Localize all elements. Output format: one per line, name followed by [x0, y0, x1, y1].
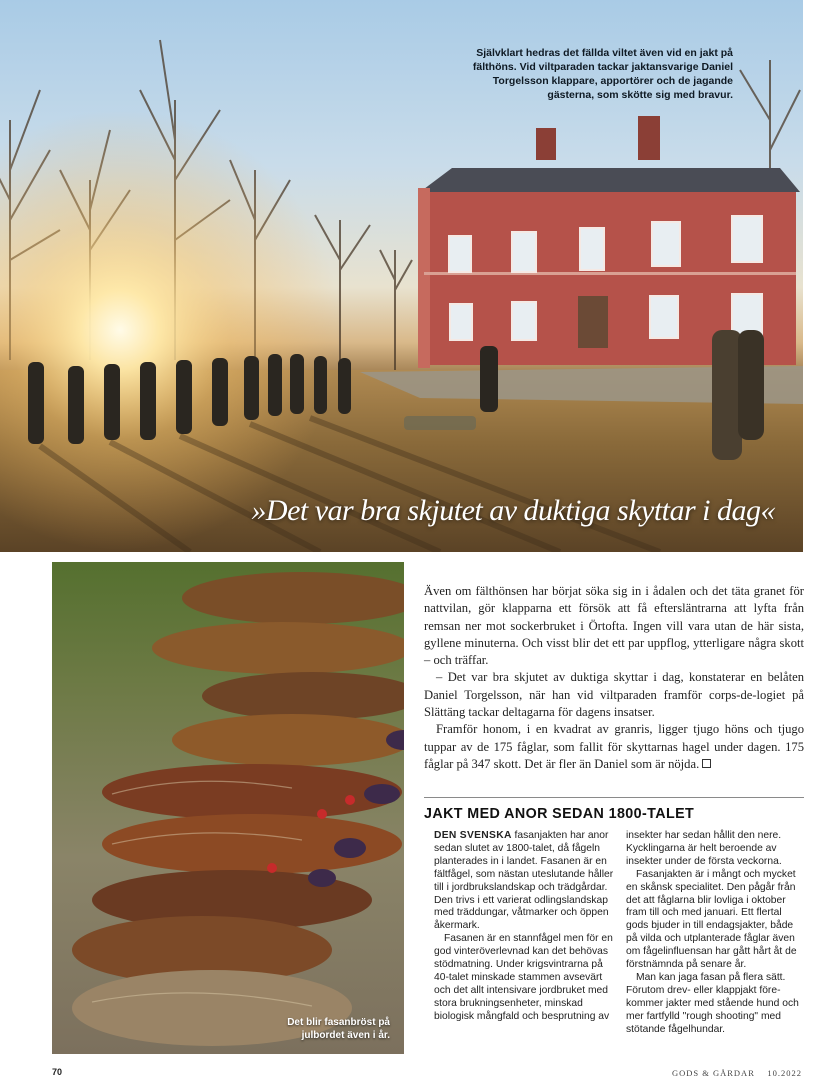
page-number: 70 [52, 1067, 63, 1077]
end-mark-icon [702, 759, 711, 768]
hero-photo [0, 0, 803, 552]
sidebar-paragraph: Fasanjakten är i mångt och mycket en skånsk specialitet. Den pågår från det att fåglarna blir lovliga i oktober fram till och med januari. Ett flertal gods bjuder in till endagsjakter, både på vilda och utplanterade fåglar även om fågelinfluensan har gått hårt åt de förstnämnda på senare år. [626, 868, 797, 971]
pheasant-photo [52, 562, 404, 1054]
sidebar-divider [424, 797, 804, 798]
sidebar-lead: DEN SVENSKA [434, 830, 512, 841]
sidebar-column-right [626, 830, 806, 1037]
sidebar-paragraph: insekter har sedan hållit den nere. Kycklingarna är helt beroende av insekter under de första veckorna. [626, 830, 782, 867]
pheasant-caption: Det blir fasanbröst på julbordet även i år. [287, 1017, 390, 1041]
article-paragraph: Även om fälthönsen har börjat söka sig in i ådalen och det täta granet för nattvilan, gör klapparna ett försök att få eftersläntrarna att lyfta från remsan ner mot sockerbruket i Örtofta. Ingen vill vara utan de här sista, gyllene minuterna. Och visst blir det ett par uppflog, ytterligare några skott – och träffar. [424, 584, 804, 668]
sidebar-title: JAKT MED ANOR SEDAN 1800-TALET [424, 806, 695, 822]
issue-number: 10.2022 [767, 1068, 802, 1078]
sidebar-paragraph: Fasanen är en stannfågel men för en god vinteröverlevnad kan det behövas stödmatning. Under krigsvintrarna på 40-talet minskade stammen avsevärt och det allt intensivare jordbruket med stora brukningsenheter, minskad biologisk mångfald och besprutning av [434, 933, 613, 1022]
pheasant-scene [52, 562, 404, 1054]
pull-quote: »Det var bra skjutet av duktiga skyttar i dag« [251, 494, 775, 527]
article-paragraph: – Det var bra skjutet av duktiga skyttar i dag, konstaterar en belåten Daniel Torgelsson, när han vid viltparaden framför corps-de-logiet på Slättäng tackar deltagarna för dagens insatser. [424, 670, 804, 720]
hero-caption: Självklart hedras det fällda viltet även vid en jakt på fälthöns. Vid viltparaden tackar jaktansvarige Daniel Torgelsson klappare, apportörer och de jagande gästerna, som skötte sig med bravur. [472, 47, 733, 101]
article-body [424, 583, 804, 773]
magazine-footer [672, 1068, 802, 1078]
sidebar-column-left [434, 830, 614, 1024]
sidebar-paragraph-text: fasanjakten har anor sedan slutet av 1800-talet, då fågeln planterades in i landet. Fasanen är en fältfågel, som nästan uteslutande håller till i jordbrukslandskap och trädgårdar. Den trivs i ett varierat odlingslandskap med träddungar, våtmarker och öppen åkermark. [434, 830, 614, 932]
manor-house [418, 116, 800, 368]
article-paragraph-text: Framför honom, i en kvadrat av granris, ligger tjugo höns och tjugo tuppar av de 175 fåglar, som fallit för skyttarnas hagel under dagen. 175 fåglar på 347 skott. Det är fler än Daniel som är nöjda. [424, 722, 804, 771]
magazine-name: GODS & GÅRDAR [671, 1068, 755, 1078]
article-paragraph-last [424, 721, 804, 773]
sidebar-paragraph [434, 830, 614, 933]
sidebar-paragraph: Man kan jaga fasan på flera sätt. Förutom drev- eller klappjakt förekommer jakter med stående hund och mer fartfylld "rough shooting" med stötande fågelhundar. [626, 971, 799, 1035]
